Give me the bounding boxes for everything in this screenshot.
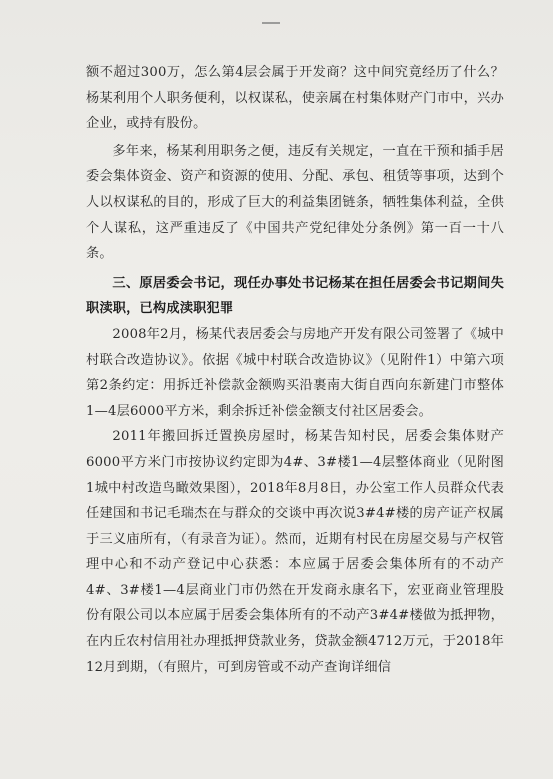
section-heading-3: 三、原居委会书记，现任办事处书记杨某在担任居委会书记期间失职渎职，已构成渎职犯罪 bbox=[86, 275, 504, 317]
paragraph-5: 2011年搬回拆迁置换房屋时，杨某告知村民，居委会集体财产6000平方米门市按协议约定即为4#、3#楼1—4层整体商业（见附图1城中村改造鸟瞰效果图），2018年8月8日，办公室工作人员群众代表任建国和书记毛瑞杰在与群众的交谈中再次说3#4#楼的房产证产权属于三义庙所有，（有录音为证）。然而，近期有村民在房屋交易与产权管理中心和不动产登记中心获悉：本应属于居委会集体所有的不动产4#、3#楼1—4层商业门市仍然在开发商永康名下，宏亚商业管理股份有限公司以本应属于居委会集体所有的不动产3#4#楼做为抵押物，在内丘农村信用社办理抵押贷款业务，贷款金额4712万元，于2018年12月到期，（有照片，可到房管或不动产查询详细信 bbox=[86, 429, 504, 675]
paragraph-4: 2008年2月，杨某代表居委会与房地产开发有限公司签署了《城中村联合改造协议》。依据《城中村联合改造协议》（见附件1）中第六项第2条约定：用拆迁补偿款金额购买沿裹南大街自西向东新建门市整体1—4层6000平方米，剩余拆迁补偿金额支付社区居委会。 bbox=[86, 326, 504, 419]
paragraph-2: 多年来，杨某利用职务之便，违反有关规定，一直在干预和插手居委会集体资金、资产和资源的使用、分配、承包、租赁等事项，达到个人以权谋私的目的，形成了巨大的利益集团链条，牺牲集体利益，全供个人谋私，这严重违反了《中国共产党纪律处分条例》第一百一十八条。 bbox=[86, 143, 504, 262]
document-body bbox=[86, 60, 504, 680]
paragraph-1: 额不超过300万，怎么第4层会属于开发商？这中间究竟经历了什么？杨某利用个人职务便利，以权谋私，使亲属在村集体财产门市中，兴办企业，或持有股份。 bbox=[86, 65, 504, 132]
page-top-mark bbox=[262, 22, 280, 24]
